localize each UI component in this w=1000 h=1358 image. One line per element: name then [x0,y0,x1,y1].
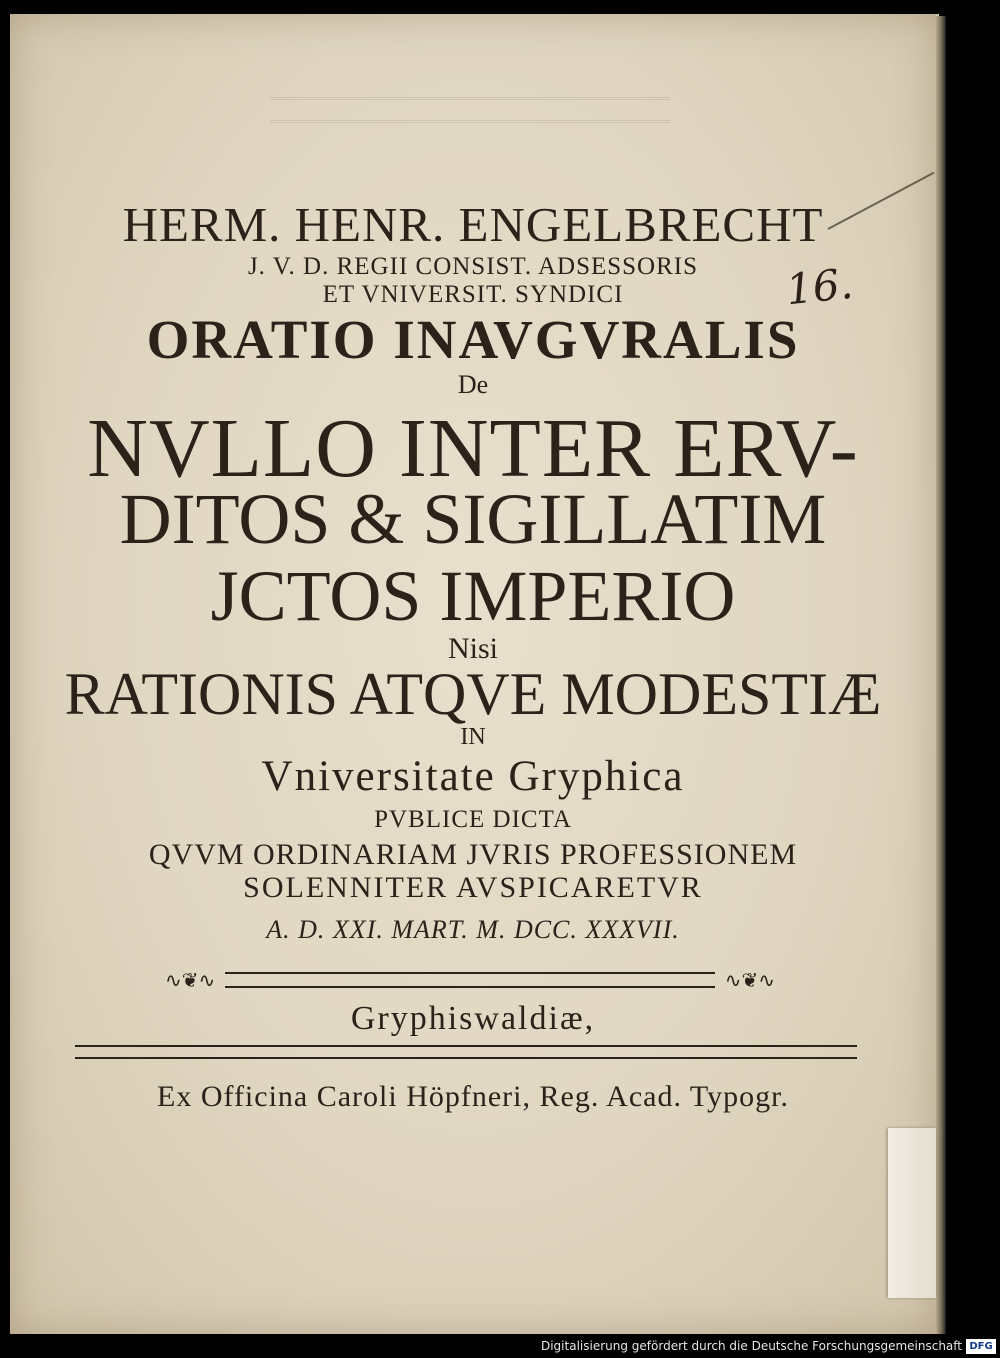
title-line-1: NVLLO INTER ERV- [87,402,859,495]
occasion-line-1: QVVM ORDINARIAM JVRIS PROFESSIONEM [148,838,798,871]
date-line: A. D. XXI. MART. M. DCC. XXXVII. [266,915,680,944]
handwritten-number: 16. [783,258,856,315]
fleuron-left-icon: ∿❦∿ [165,968,216,992]
nisi-word: Nisi [447,632,498,665]
oratio-heading: ORATIO INAVGVRALIS [146,309,800,370]
place-of-printing: Gryphiswaldiæ, [350,1000,596,1037]
publice-dicta-line: PVBLICE DICTA [374,806,572,833]
page-edge [936,16,946,1334]
digitization-credit: Digitalisierung gefördert durch die Deutsche Forschungsgemeinschaft [540,1339,962,1353]
double-rule-divider [75,1045,857,1059]
title-line-3: JCTOS IMPERIO [210,556,736,636]
printer-imprint: Ex Officina Caroli Höpfneri, Reg. Acad. Typogr. [157,1080,789,1113]
title-line-2: DITOS & SIGILLATIM [119,479,827,559]
in-word: IN [460,724,486,750]
author-name: HERM. HENR. ENGELBRECHT [122,197,824,252]
fleuron-right-icon: ∿❦∿ [724,968,775,992]
author-degree-line1: J. V. D. REGII CONSIST. ADSESSORIS [247,253,699,280]
university-line: Vniversitate Gryphica [261,753,685,800]
ornament-bar [225,972,715,988]
show-through-text [190,85,750,195]
occasion-line-2: SOLENNITER AVSPICARETVR [243,871,703,904]
author-degree-line2: ET VNIVERSIT. SYNDICI [322,281,624,308]
ornamental-rule [165,968,775,994]
title-line-4: RATIONIS ATQVE MODESTIÆ [64,661,882,727]
dfg-logo-icon: DFG [966,1339,996,1354]
paper-tab-marker [888,1128,936,1298]
de-word: De [457,370,489,399]
